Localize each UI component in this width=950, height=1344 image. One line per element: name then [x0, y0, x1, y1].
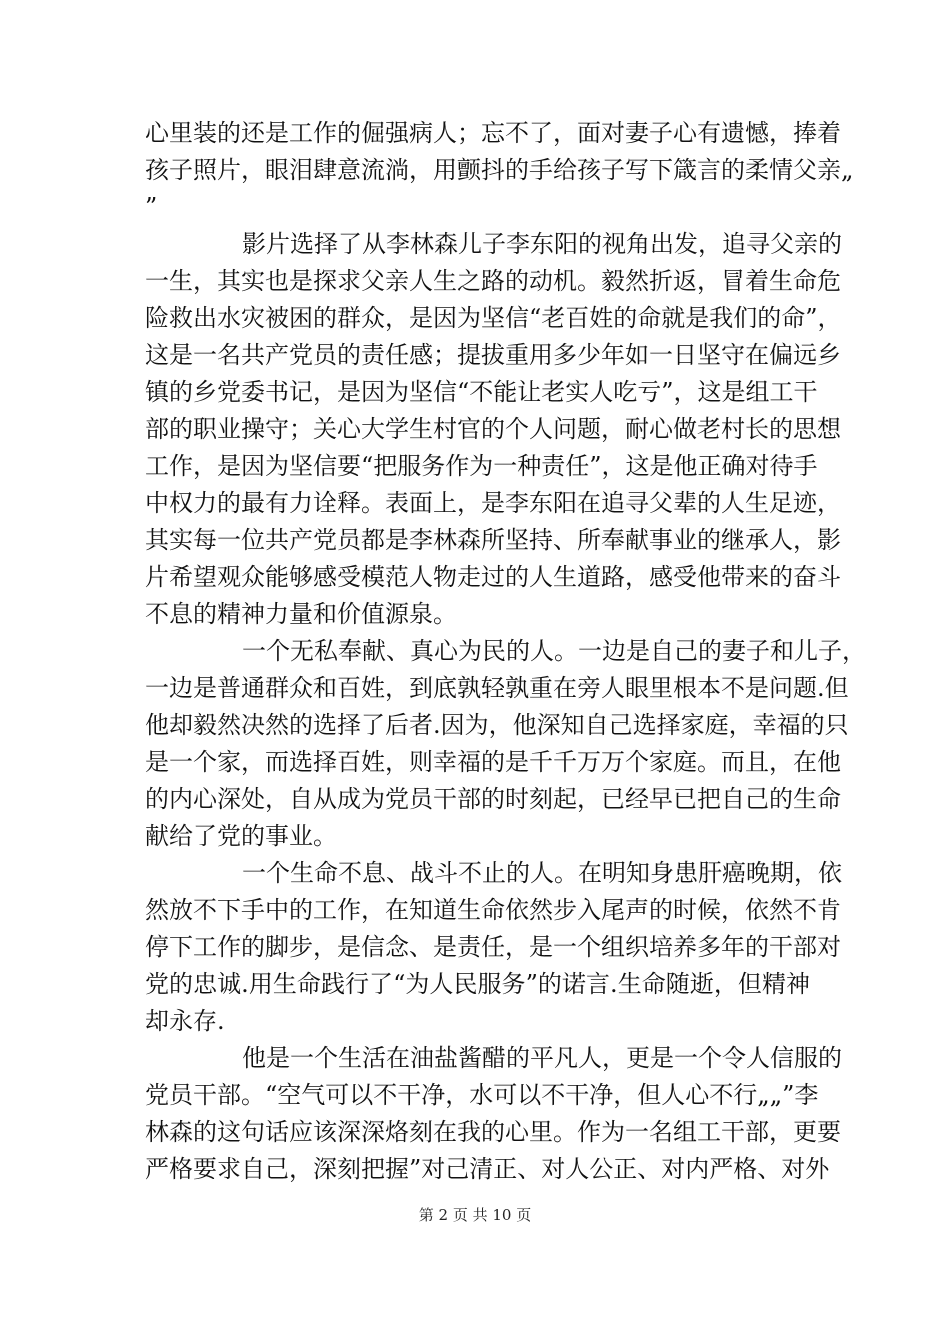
paragraph-first-line: 一个无私奉献、真心为民的人。一边是自己的妻子和儿子， — [242, 637, 866, 665]
text-line: 不息的精神力量和价值源泉。 — [145, 600, 457, 628]
text-line: 却永存. — [145, 1007, 225, 1035]
text-line: 这是一名共产党员的责任感；提拔重用多少年如一日坚守在偏远乡 — [145, 341, 841, 369]
text-line: 片希望观众能够感受模范人物走过的人生道路，感受他带来的奋斗 — [145, 563, 841, 591]
text-line: 党的忠诚.用生命践行了“为人民服务”的诺言.生命随逝，但精神 — [145, 970, 810, 998]
text-line: ” — [145, 193, 158, 221]
paragraph-first-line: 他是一个生活在油盐酱醋的平凡人，更是一个令人信服的 — [242, 1044, 842, 1072]
text-line: 镇的乡党委书记，是因为坚信“不能让老实人吃亏”，这是组工干 — [145, 378, 818, 406]
text-line: 然放不下手中的工作，在知道生命依然步入尾声的时候，依然不肯 — [145, 896, 841, 924]
text-line: 一生，其实也是探求父亲人生之路的动机。毅然折返，冒着生命危 — [145, 267, 841, 295]
text-line: 严格要求自己，深刻把握”对己清正、对人公正、对内严格、对外 — [145, 1155, 830, 1183]
text-line: 停下工作的脚步，是信念、是责任，是一个组织培养多年的干部对 — [145, 933, 841, 961]
page-number-footer: 第 2 页 共 10 页 — [418, 1206, 532, 1224]
paragraph-first-line: 影片选择了从李林森儿子李东阳的视角出发，追寻父亲的 — [242, 230, 842, 258]
document-body — [145, 115, 866, 1188]
text-line: 是一个家，而选择百姓，则幸福的是千千万万个家庭。而且，在他 — [145, 748, 841, 776]
text-line: 险救出水灾被困的群众，是因为坚信“老百姓的命就是我们的命”， — [145, 304, 842, 332]
text-line: 献给了党的事业。 — [145, 822, 337, 850]
text-line: 林森的这句话应该深深烙刻在我的心里。作为一名组工干部，更要 — [145, 1118, 841, 1146]
text-line: 中权力的最有力诠释。表面上，是李东阳在追寻父辈的人生足迹， — [145, 489, 841, 517]
text-line: 他却毅然决然的选择了后者.因为，他深知自己选择家庭，幸福的只 — [145, 711, 849, 739]
text-line: 其实每一位共产党员都是李林森所坚持、所奉献事业的继承人，影 — [145, 526, 841, 554]
text-line: 一边是普通群众和百姓，到底孰轻孰重在旁人眼里根本不是问题.但 — [145, 674, 849, 702]
text-line: 工作，是因为坚信要“把服务作为一种责任”，这是他正确对待手 — [145, 452, 818, 480]
text-line: 的内心深处，自从成为党员干部的时刻起，已经早已把自己的生命 — [145, 785, 841, 813]
text-line: 党员干部。“空气可以不干净，水可以不干净，但人心不行„„”李 — [145, 1081, 819, 1109]
text-line: 部的职业操守；关心大学生村官的个人问题，耐心做老村长的思想 — [145, 415, 841, 443]
paragraph-first-line: 一个生命不息、战斗不止的人。在明知身患肝癌晚期，依 — [242, 859, 842, 887]
text-line: 心里装的还是工作的倔强病人；忘不了，面对妻子心有遗憾，捧着 — [145, 119, 841, 147]
text-line: 孩子照片，眼泪肆意流淌，用颤抖的手给孩子写下箴言的柔情父亲„ — [145, 156, 854, 184]
